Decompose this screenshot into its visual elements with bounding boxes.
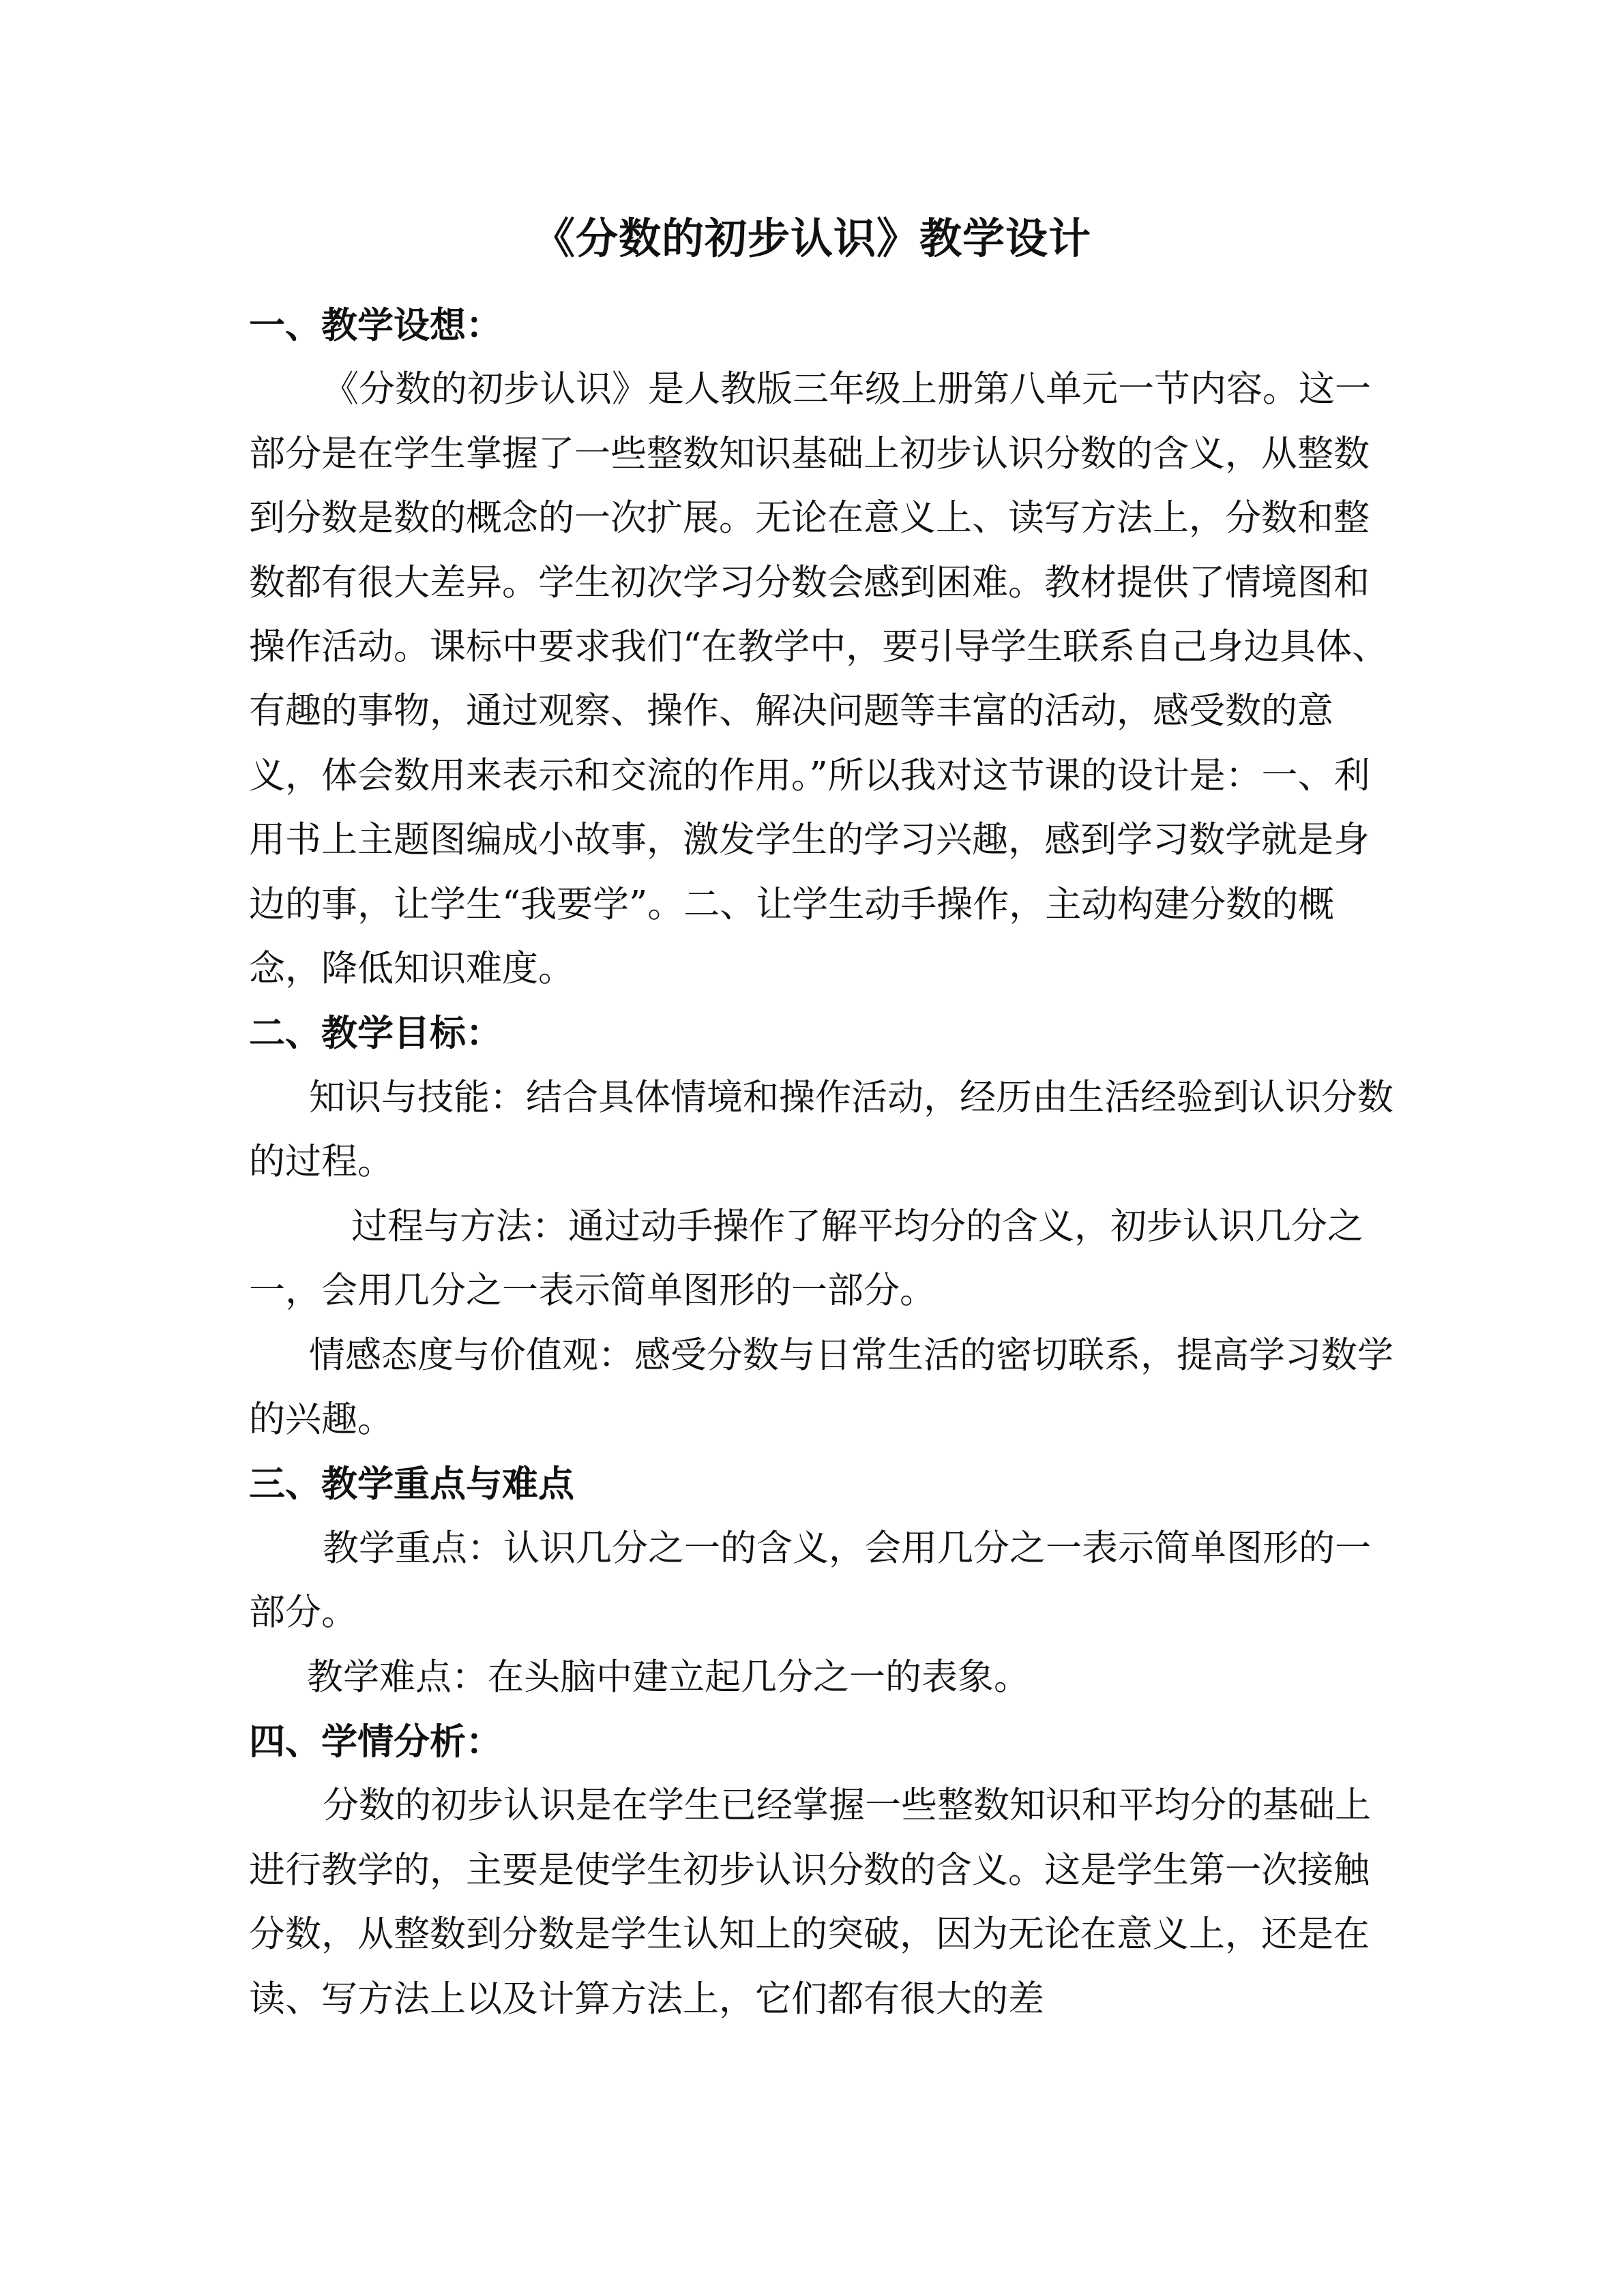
section-heading-key-points: 三、教学重点与难点 <box>249 1463 574 1506</box>
paragraph-difficult-point: 教学难点：在头脑中建立起几分之一的表象。 <box>307 1656 1030 1698</box>
document-title: 《分数的初步认识》教学设计 <box>532 213 1091 263</box>
section-heading-learning-analysis: 四、学情分析： <box>249 1720 502 1763</box>
paragraph-key-point: 教学重点：认识几分之一的含义，会用几分之一表示简单图形的一部分。 <box>249 1527 1371 1634</box>
section-heading-teaching-objectives: 二、教学目标： <box>249 1012 502 1055</box>
paragraph-learning-analysis: 分数的初步认识是在学生已经掌握一些整数知识和平均分的基础上进行教学的，主要是使学生初步认识分数的含义。这是学生第一次接触分数，从整数到分数是学生认知上的突破，因为无论在意义上，还是在读、写方法上以及计算方法上，它们都有很大的差 <box>249 1785 1371 2020</box>
document-body <box>249 293 1402 2031</box>
paragraph-knowledge-skills: 知识与技能：结合具体情境和操作活动，经历由生活经验到认识分数的过程。 <box>249 1076 1393 1183</box>
paragraph-process-methods: 过程与方法：通过动手操作了解平均分的含义，初步认识几分之一，会用几分之一表示简单图形的一部分。 <box>249 1205 1363 1312</box>
paragraph-teaching-concept: 《分数的初步认识》是人教版三年级上册第八单元一节内容。这一部分是在学生掌握了一些整数知识基础上初步认识分数的含义，从整数到分数是数的概念的一次扩展。无论在意义上、读写方法上，分数和整数都有很大差异。学生初次学习分数会感到困难。教材提供了情境图和操作活动。课标中要求我们“在教学中，要引导学生联系自己身边具体、有趣的事物，通过观察、操作、解决问题等丰富的活动，感受数的意义，体会数用来表示和交流的作用。”所以我对这节课的设计是：一、利用书上主题图编成小故事，激发学生的学习兴趣，感到学习数学就是身边的事，让学生“我要学”。二、让学生动手操作，主动构建分数的概念，降低知识难度。 <box>249 368 1389 990</box>
paragraph-emotion-values: 情感态度与价值观：感受分数与日常生活的密切联系，提高学习数学的兴趣。 <box>249 1334 1393 1440</box>
section-heading-teaching-concept: 一、教学设想： <box>249 304 502 346</box>
